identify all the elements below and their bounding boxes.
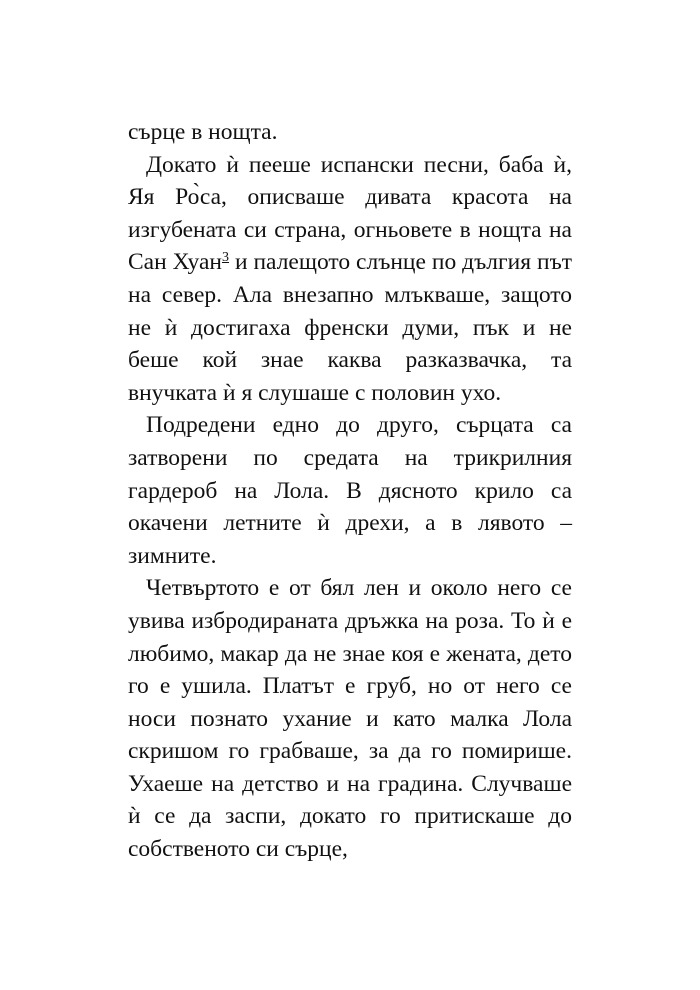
paragraph-text-before-footnote: Докато ѝ пееше испански песни, баба ѝ, Яя Ро̀са, описваше дивата красота на изгубената си страна, огньовете в нощта на Сан Хуан <box>128 151 572 276</box>
paragraph-continuation: сърце в нощта. <box>128 119 278 145</box>
paragraph-grandmother <box>128 149 572 410</box>
paragraph-wardrobe: Подредени едно до друго, сърцата са затворени по средата на трикрилния гардероб на Лола. В дясното крило са окачени летните ѝ дрехи, а в лявото – зимните. <box>128 412 572 569</box>
paragraph-fourth-heart: Четвъртото е от бял лен и около него се увива избродираната дръжка на роза. То ѝ е любимо, макар да не знае коя е жената, дето го е ушила. Платът е груб, но от него се носи познато ухание и като малка Лола скришом го грабваше, за да го помирише. Ухаеше на детство и на градина. Случваше ѝ се да заспи, докато го притискаше до собственото си сърце, <box>128 575 572 863</box>
page-text <box>128 116 572 866</box>
paragraph-text-after-footnote: и палещото слънце по дългия път на север. Ала внезапно млъкваше, защото не ѝ достигаха френски думи, пък и не беше кой знае каква разказвачка, та внучката ѝ я слушаше с половин ухо. <box>128 249 572 406</box>
footnote-reference[interactable]: 3 <box>222 250 229 266</box>
